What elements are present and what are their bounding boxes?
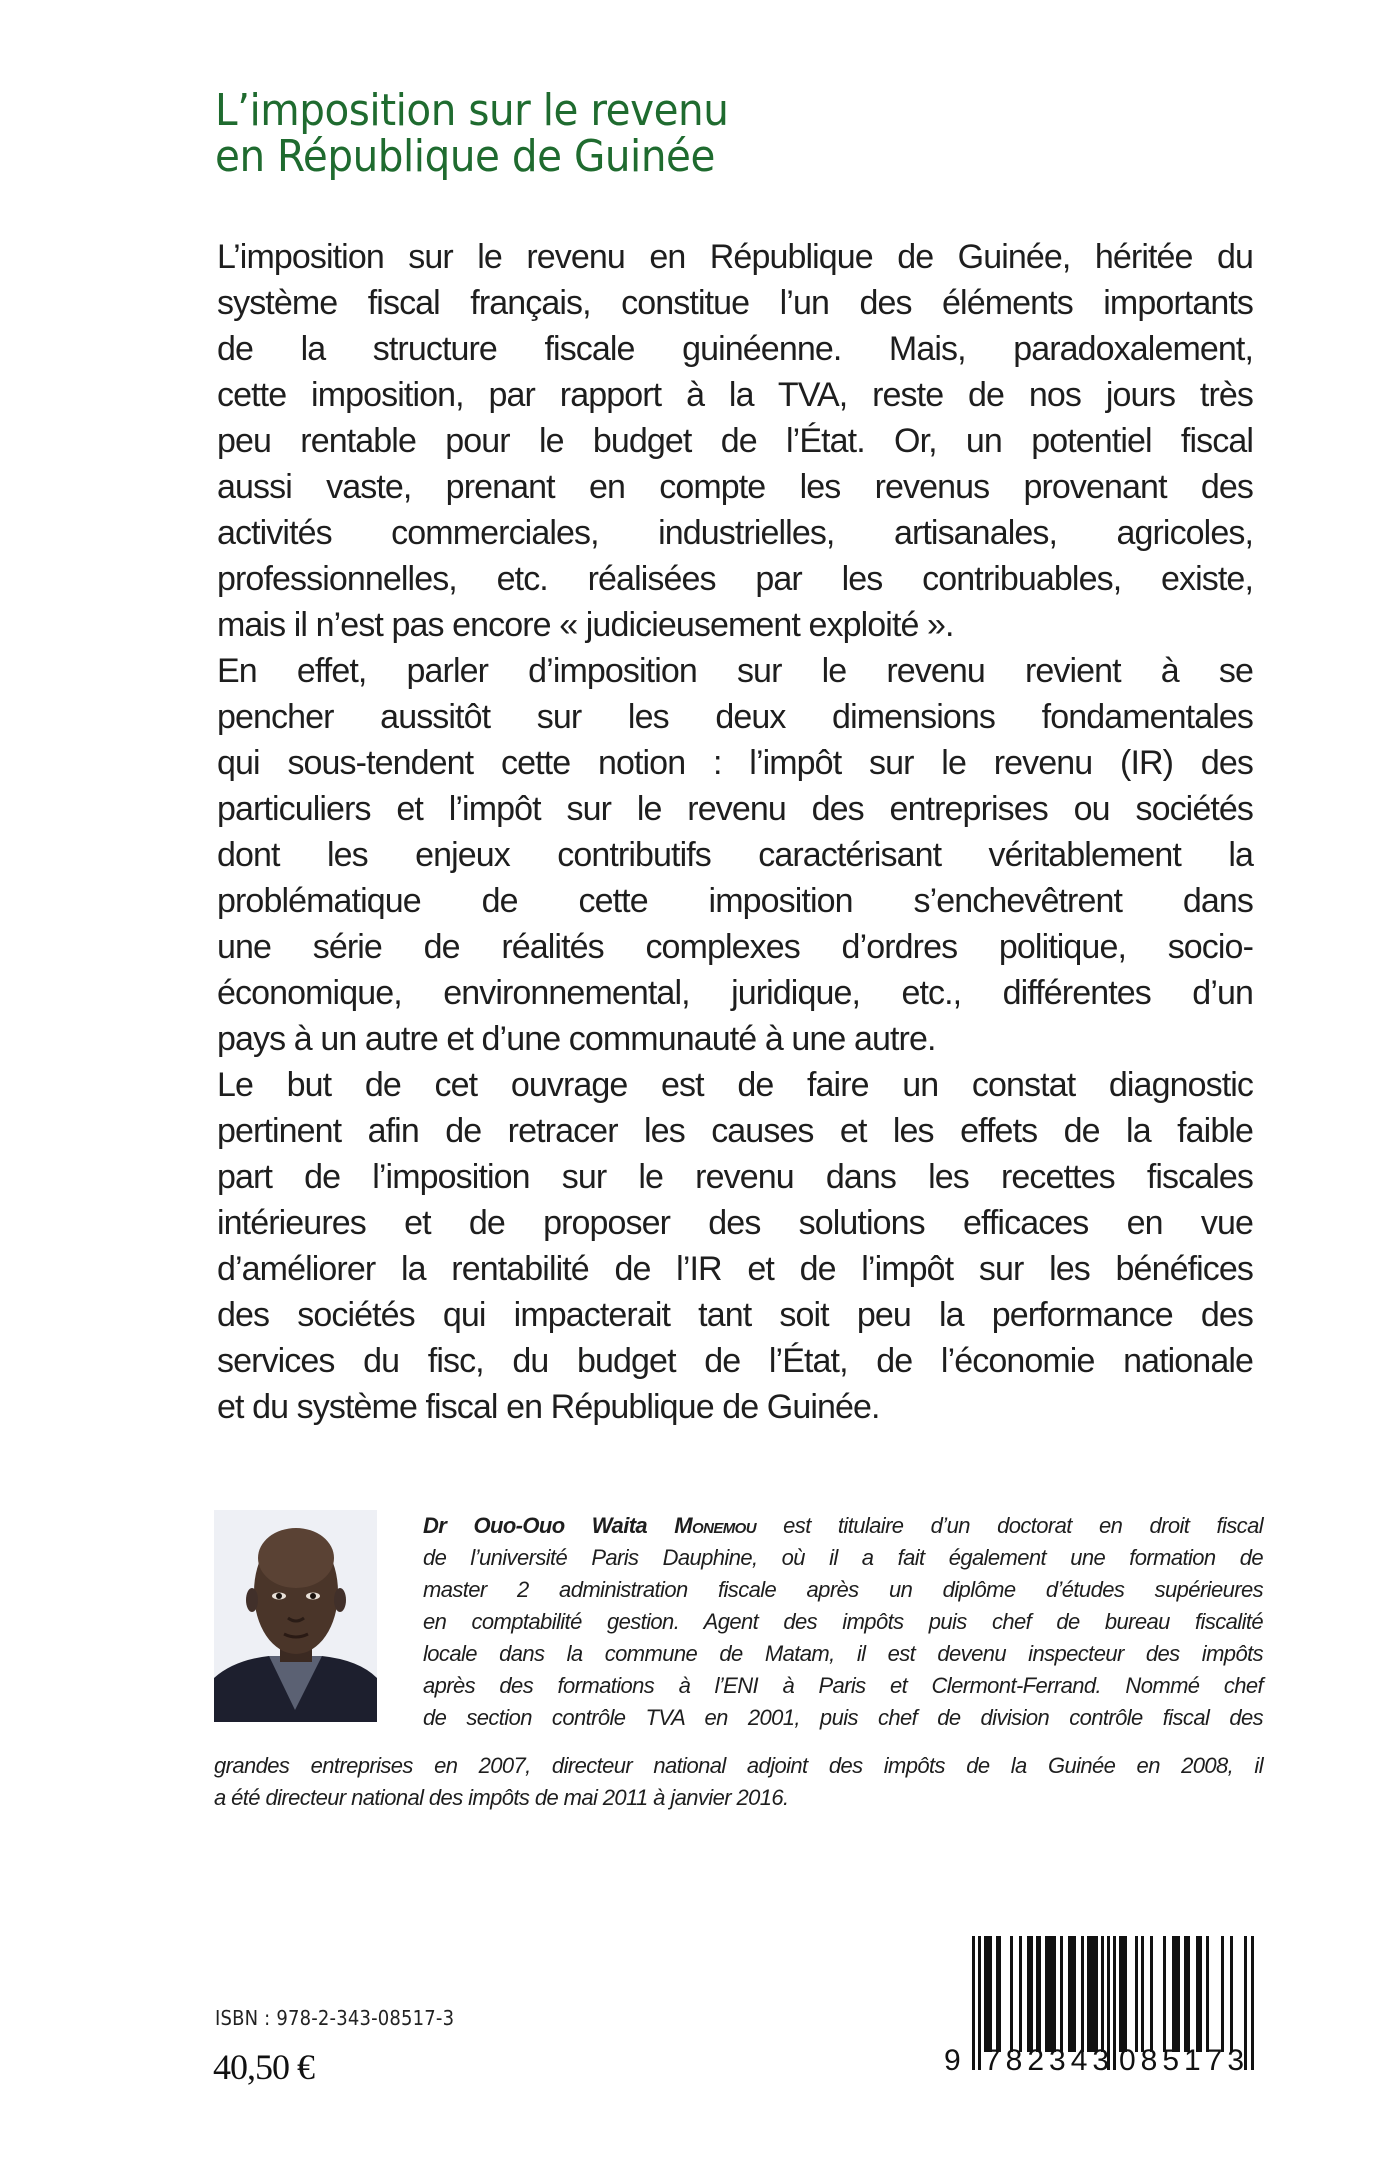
summary-line: qui sous-tendent cette notion : l’impôt sur le revenu (IR) des: [217, 744, 1253, 782]
summary-line: de la structure fiscale guinéenne. Mais, paradoxalement,: [217, 330, 1253, 368]
barcode-left-digits: 782343: [984, 2044, 1115, 2077]
bio-line: de l’université Paris Dauphine, où il a fait également une formation de: [423, 1545, 1263, 1570]
bio-line: master 2 administration fiscale après un diplôme d’études supérieures: [423, 1577, 1263, 1602]
author-name: Dr Ouo-Ouo Waita: [423, 1513, 675, 1538]
summary-line: part de l’imposition sur le revenu dans les recettes fiscales: [217, 1158, 1253, 1196]
summary-line: particuliers et l’impôt sur le revenu des entreprises ou sociétés: [217, 790, 1253, 828]
summary-line: système fiscal français, constitue l’un des éléments importants: [217, 284, 1253, 322]
summary-line: économique, environnemental, juridique, etc., différentes d’un: [217, 974, 1253, 1012]
bio-line: a été directeur national des impôts de mai 2011 à janvier 2016.: [214, 1785, 789, 1810]
summary-line: Le but de cet ouvrage est de faire un constat diagnostic: [217, 1066, 1253, 1104]
summary-line: des sociétés qui impacterait tant soit peu la performance des: [217, 1296, 1253, 1334]
summary-line: problématique de cette imposition s’enchevêtrent dans: [217, 882, 1253, 920]
bio-line: de section contrôle TVA en 2001, puis chef de division contrôle fiscal des: [423, 1705, 1263, 1730]
summary-line: intérieures et de proposer des solutions efficaces en vue: [217, 1204, 1253, 1242]
summary-line: d’améliorer la rentabilité de l’IR et de l’impôt sur les bénéfices: [217, 1250, 1253, 1288]
summary-line: pencher aussitôt sur les deux dimensions fondamentales: [217, 698, 1253, 736]
summary-line: une série de réalités complexes d’ordres politique, socio-: [217, 928, 1253, 966]
bio-line: locale dans la commune de Matam, il est devenu inspecteur des impôts: [423, 1641, 1263, 1666]
summary-line: aussi vaste, prenant en compte les revenus provenant des: [217, 468, 1253, 506]
summary-line: cette imposition, par rapport à la TVA, reste de nos jours très: [217, 376, 1253, 414]
barcode-lead-digit: 9: [944, 2044, 966, 2077]
bio-line: grandes entreprises en 2007, directeur national adjoint des impôts de la Guinée en 2008, il: [214, 1753, 1263, 1778]
summary-line: dont les enjeux contributifs caractérisant véritablement la: [217, 836, 1253, 874]
author-bio: [423, 1510, 1263, 1734]
summary-line: pays à un autre et d’une communauté à une autre.: [217, 1020, 936, 1058]
price-label: 40,50 €: [213, 2047, 314, 2087]
author-bio-continued: [214, 1750, 1263, 1814]
isbn-label: ISBN : 978-2-343-08517-3: [215, 2006, 455, 2030]
bio-line-rest: est titulaire d’un doctorat en droit fiscal: [755, 1513, 1264, 1538]
bio-line: en comptabilité gestion. Agent des impôts puis chef de bureau fiscalité: [423, 1609, 1263, 1634]
book-title: [215, 85, 1043, 182]
summary-line: services du fisc, du budget de l’État, de l’économie nationale: [217, 1342, 1253, 1380]
author-portrait-icon: [214, 1510, 377, 1722]
summary-line: pertinent afin de retracer les causes et les effets de la faible: [217, 1112, 1253, 1150]
title-line-1: L’imposition sur le revenu: [215, 85, 729, 136]
bio-line: après des formations à l’ENI à Paris et Clermont-Ferrand. Nommé chef: [423, 1673, 1263, 1698]
author-photo: [214, 1510, 377, 1722]
barcode-right-digits: 085173: [1119, 2044, 1250, 2077]
summary-line: activités commerciales, industrielles, artisanales, agricoles,: [217, 514, 1253, 552]
summary-line: professionnelles, etc. réalisées par les contribuables, existe,: [217, 560, 1253, 598]
summary-line: En effet, parler d’imposition sur le revenu revient à se: [217, 652, 1253, 690]
isbn-barcode: [940, 1934, 1260, 2084]
summary-line: peu rentable pour le budget de l’État. Or, un potentiel fiscal: [217, 422, 1253, 460]
bio-line: [423, 1510, 1263, 1542]
summary-line: L’imposition sur le revenu en République de Guinée, héritée du: [217, 238, 1253, 276]
summary-line: et du système fiscal en République de Guinée.: [217, 1388, 880, 1426]
author-surname: Monemou: [674, 1513, 756, 1538]
summary-line: mais il n’est pas encore « judicieusement exploité ».: [217, 606, 954, 644]
summary-text: [217, 234, 1253, 1430]
title-line-2: en République de Guinée: [215, 131, 715, 182]
